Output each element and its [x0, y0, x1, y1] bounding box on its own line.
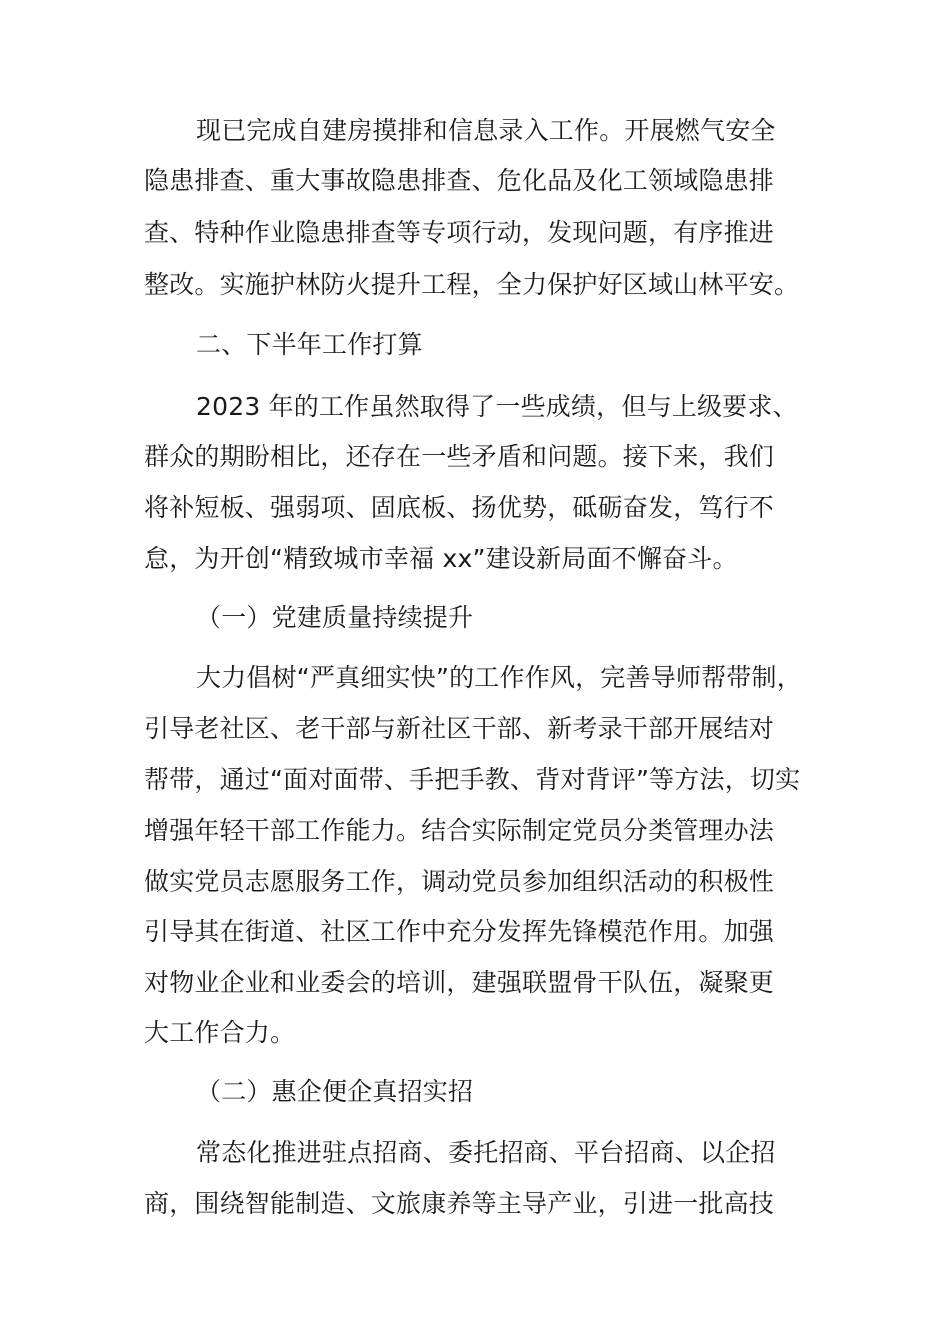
paragraph-line: 做实党员志愿服务工作，调动党员参加组织活动的积极性: [144, 867, 775, 896]
subsection-heading: （一）党建质量持续提升: [196, 603, 474, 632]
paragraph-line: 对物业企业和业委会的培训，建强联盟骨干队伍，凝聚更: [144, 968, 775, 997]
paragraph-line: 整改。实施护林防火提升工程，全力保护好区域山林平安。: [144, 270, 800, 299]
paragraph-line: 引导其在街道、社区工作中充分发挥先锋模范作用。加强: [144, 917, 775, 946]
paragraph-line: 帮带，通过“面对面带、手把手教、背对背评”等方法，切实: [144, 765, 801, 794]
paragraph-line: 群众的期盼相比，还存在一些矛盾和问题。接下来，我们: [144, 442, 775, 471]
paragraph-line: 隐患排查、重大事故隐患排查、危化品及化工领域隐患排: [144, 166, 775, 195]
paragraph-line: 2023 年的工作虽然取得了一些成绩，但与上级要求、: [196, 392, 798, 421]
paragraph-line: 大工作合力。: [144, 1018, 296, 1047]
paragraph-line: 大力倡树“严真细实快”的工作作风，完善导师帮带制，: [196, 663, 802, 692]
paragraph-line: 查、特种作业隐患排查等专项行动，发现问题，有序推进: [144, 218, 775, 247]
section-heading: 二、下半年工作打算: [196, 330, 423, 359]
paragraph-line: 增强年轻干部工作能力。结合实际制定党员分类管理办法: [144, 816, 775, 845]
paragraph-line: 怠，为开创“精致城市幸福 xx”建设新局面不懈奋斗。: [144, 544, 738, 573]
paragraph-line: 常态化推进驻点招商、委托招商、平台招商、以企招: [196, 1138, 776, 1167]
paragraph-line: 商，围绕智能制造、文旅康养等主导产业，引进一批高技: [144, 1189, 775, 1218]
paragraph-line: 将补短板、强弱项、固底板、扬优势，砥砺奋发，笃行不: [144, 493, 775, 522]
paragraph-line: 现已完成自建房摸排和信息录入工作。开展燃气安全: [196, 116, 776, 145]
subsection-heading: （二）惠企便企真招实招: [196, 1077, 474, 1106]
paragraph-line: 引导老社区、老干部与新社区干部、新考录干部开展结对: [144, 714, 775, 743]
